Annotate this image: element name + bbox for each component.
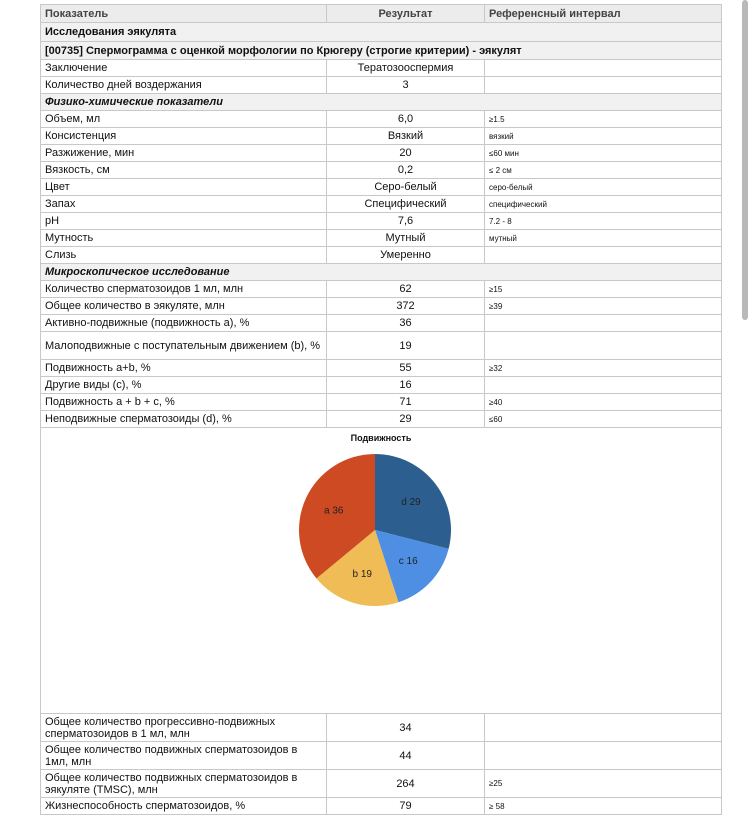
table-row	[41, 60, 722, 77]
group-title: Микроскопическое исследование	[41, 264, 722, 281]
row-reference	[485, 332, 722, 360]
row-value: Тератозооспермия	[327, 60, 485, 77]
row-name: Вязкость, см	[41, 162, 327, 179]
row-name: Мутность	[41, 230, 327, 247]
report-sheet	[40, 4, 721, 815]
row-name: Жизнеспособность сперматозоидов, %	[41, 798, 327, 815]
table-row	[41, 77, 722, 94]
group-title: Физико-химические показатели	[41, 94, 722, 111]
results-table	[40, 4, 722, 815]
row-reference: вязкий	[485, 128, 722, 145]
col-indicator: Показатель	[41, 5, 327, 23]
row-value: 44	[327, 742, 485, 770]
row-value: 34	[327, 714, 485, 742]
row-name: Общее количество в эякуляте, млн	[41, 298, 327, 315]
row-reference: ≥15	[485, 281, 722, 298]
row-value: 20	[327, 145, 485, 162]
row-name: Малоподвижные с поступательным движением (b), %	[41, 332, 327, 360]
row-name: Общее количество подвижных сперматозоидов в эякуляте (TMSC), млн	[41, 770, 327, 798]
table-row	[41, 770, 722, 798]
row-name: Разжижение, мин	[41, 145, 327, 162]
row-reference: ≥25	[485, 770, 722, 798]
row-reference	[485, 377, 722, 394]
row-value: Вязкий	[327, 128, 485, 145]
table-row	[41, 230, 722, 247]
table-row	[41, 411, 722, 428]
row-name: Неподвижные сперматозоиды (d), %	[41, 411, 327, 428]
row-value: 36	[327, 315, 485, 332]
row-value: Умеренно	[327, 247, 485, 264]
row-reference: ≥32	[485, 360, 722, 377]
row-value: Серо-белый	[327, 179, 485, 196]
col-reference: Референсный интервал	[485, 5, 722, 23]
row-reference: ≥39	[485, 298, 722, 315]
row-reference: ≥ 58	[485, 798, 722, 815]
row-reference: ≤60	[485, 411, 722, 428]
row-value: 6,0	[327, 111, 485, 128]
row-name: Общее количество подвижных сперматозоидов в 1мл, млн	[41, 742, 327, 770]
row-reference	[485, 60, 722, 77]
row-reference	[485, 247, 722, 264]
row-value: 62	[327, 281, 485, 298]
col-result: Результат	[327, 5, 485, 23]
row-name: Объем, мл	[41, 111, 327, 128]
table-row	[41, 179, 722, 196]
section-row	[41, 23, 722, 42]
row-reference: 7.2 - 8	[485, 213, 722, 230]
pie-chart	[295, 450, 455, 610]
chart-cell	[41, 428, 722, 714]
pie-label-a: a 36	[324, 505, 344, 517]
table-row	[41, 281, 722, 298]
scrollbar[interactable]	[742, 0, 748, 320]
row-reference: ≥1.5	[485, 111, 722, 128]
table-row	[41, 196, 722, 213]
row-value: 19	[327, 332, 485, 360]
row-name: Подвижность a + b + c, %	[41, 394, 327, 411]
row-name: Другие виды (c), %	[41, 377, 327, 394]
table-header	[41, 5, 722, 23]
row-value: 372	[327, 298, 485, 315]
group-row	[41, 264, 722, 281]
row-name: Активно-подвижные (подвижность a), %	[41, 315, 327, 332]
row-value: 71	[327, 394, 485, 411]
row-reference	[485, 742, 722, 770]
section-title: Исследования эякулята	[41, 23, 722, 42]
row-value: 7,6	[327, 213, 485, 230]
table-row	[41, 145, 722, 162]
pie-label-d: d 29	[401, 497, 421, 509]
row-name: Количество дней воздержания	[41, 77, 327, 94]
table-row	[41, 111, 722, 128]
table-row	[41, 377, 722, 394]
table-row	[41, 128, 722, 145]
row-name: Слизь	[41, 247, 327, 264]
table-row	[41, 315, 722, 332]
pie-label-b: b 19	[352, 568, 373, 580]
test-row	[41, 42, 722, 60]
motility-chart	[45, 428, 717, 713]
row-value: 3	[327, 77, 485, 94]
row-value: 16	[327, 377, 485, 394]
row-name: Заключение	[41, 60, 327, 77]
table-row	[41, 162, 722, 179]
table-row	[41, 247, 722, 264]
row-reference	[485, 77, 722, 94]
table-row	[41, 213, 722, 230]
row-value: 264	[327, 770, 485, 798]
table-row	[41, 332, 722, 360]
table-row	[41, 798, 722, 815]
table-row	[41, 394, 722, 411]
row-name: Количество сперматозоидов 1 мл, млн	[41, 281, 327, 298]
row-name: Общее количество прогрессивно-подвижных сперматозоидов в 1 мл, млн	[41, 714, 327, 742]
row-reference: серо-белый	[485, 179, 722, 196]
row-reference: специфический	[485, 196, 722, 213]
group-row	[41, 94, 722, 111]
table-row	[41, 742, 722, 770]
row-reference: мутный	[485, 230, 722, 247]
row-reference: ≤ 2 см	[485, 162, 722, 179]
chart-title: Подвижность	[350, 433, 412, 443]
table-row	[41, 714, 722, 742]
row-value: Мутный	[327, 230, 485, 247]
row-name: pH	[41, 213, 327, 230]
table-row	[41, 360, 722, 377]
row-name: Запах	[41, 196, 327, 213]
row-name: Цвет	[41, 179, 327, 196]
row-reference	[485, 714, 722, 742]
row-reference	[485, 315, 722, 332]
test-title: [00735] Спермограмма с оценкой морфологии по Крюгеру (строгие критерии) - эякулят	[41, 42, 722, 60]
row-name: Консистенция	[41, 128, 327, 145]
pie-label-c: c 16	[398, 556, 418, 568]
row-value: 79	[327, 798, 485, 815]
row-reference: ≤60 мин	[485, 145, 722, 162]
row-value: 0,2	[327, 162, 485, 179]
table-row	[41, 298, 722, 315]
row-value: 55	[327, 360, 485, 377]
row-value: 29	[327, 411, 485, 428]
row-reference: ≥40	[485, 394, 722, 411]
row-value: Специфический	[327, 196, 485, 213]
row-name: Подвижность a+b, %	[41, 360, 327, 377]
chart-row	[41, 428, 722, 714]
